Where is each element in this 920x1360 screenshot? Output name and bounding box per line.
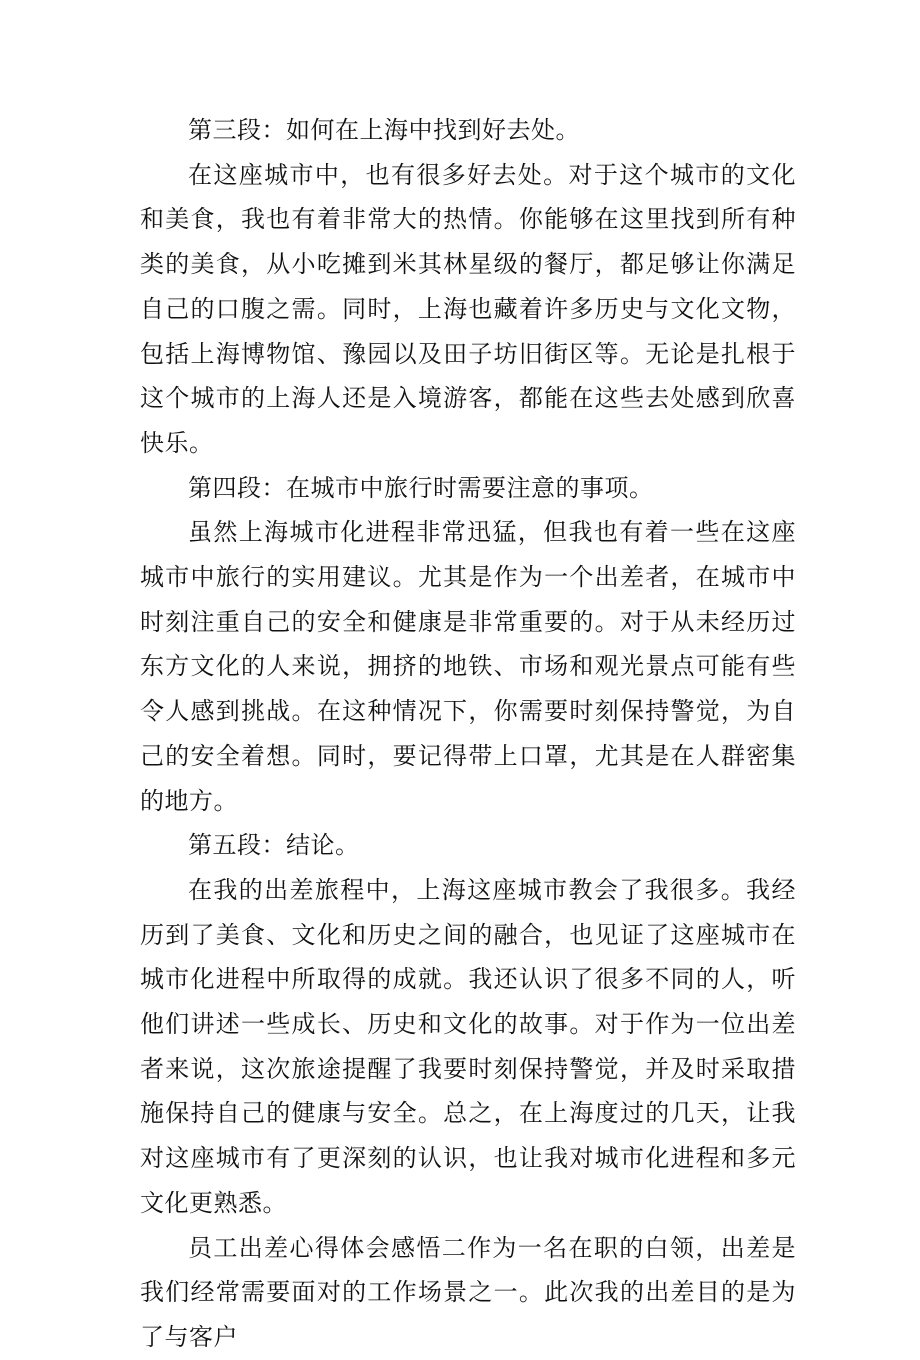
paragraph-travel-tips: 虽然上海城市化进程非常迅猛，但我也有着一些在这座城市中旅行的实用建议。尤其是作为一个出差者，在城市中时刻注重自己的安全和健康是非常重要的。对于从未经历过东方文化的人来说，拥挤的地铁、市场和观光景点可能有些令人感到挑战。在这种情况下，你需要时刻保持警觉，为自己的安全着想。同时，要记得带上口罩，尤其是在人群密集的地方。 [140, 518, 796, 815]
section-heading-5: 第五段：结论。 [188, 831, 360, 860]
paragraph-reflection-two: 员工出差心得体会感悟二作为一名在职的白领，出差是我们经常需要面对的工作场景之一。此次我的出差目的是为了与客户 [140, 1233, 796, 1351]
section-heading-4: 第四段：在城市中旅行时需要注意的事项。 [188, 473, 654, 502]
section-heading-3: 第三段：如何在上海中找到好去处。 [188, 116, 580, 144]
paragraph-shanghai-places: 在这座城市中，也有很多好去处。对于这个城市的文化和美食，我也有着非常大的热情。你能够在这里找到所有种类的美食，从小吃摊到米其林星级的餐厅，都足够让你满足自己的口腹之需。同时，上海也藏着许多历史与文化文物，包括上海博物馆、豫园以及田子坊旧街区等。无论是扎根于这个城市的上海人还是入境游客，都能在这些去处感到欣喜快乐。 [140, 160, 796, 457]
paragraph-conclusion: 在我的出差旅程中，上海这座城市教会了我很多。我经历到了美食、文化和历史之间的融合，也见证了这座城市在城市化进程中所取得的成就。我还认识了很多不同的人，听他们讲述一些成长、历史和文化的故事。对于作为一位出差者来说，这次旅途提醒了我要时刻保持警觉，并及时采取措施保持自己的健康与安全。总之，在上海度过的几天，让我对这座城市有了更深刻的认识，也让我对城市化进程和多元文化更熟悉。 [140, 875, 796, 1217]
document-body [140, 108, 796, 1360]
